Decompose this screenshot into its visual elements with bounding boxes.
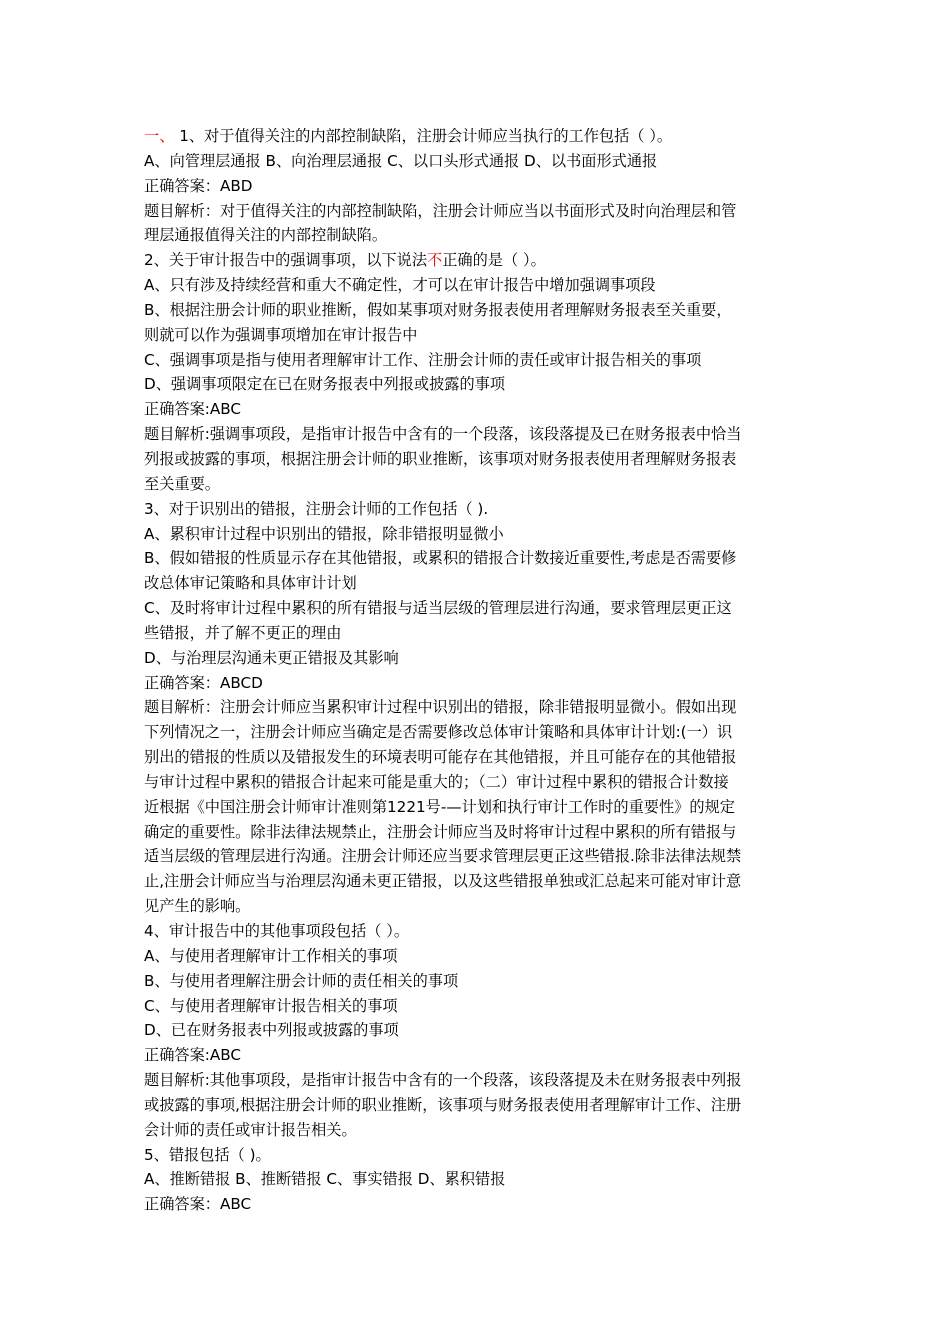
question-4-answer: 正确答案:ABC [144, 1046, 242, 1065]
question-4-option: A、与使用者理解审计工作相关的事项 [144, 946, 398, 965]
question-4-option: B、与使用者理解注册会计师的责任相关的事项 [144, 971, 459, 990]
question-5-answer: 正确答案：ABC [144, 1195, 252, 1214]
question-3-analysis-line: 下列情况之一，注册会计师应当确定是否需要修改总体审计策略和具体审计计划:(一）识 [144, 723, 733, 742]
question-2-option: B、根据注册会计师的职业推断，假如某事项对财务报表使用者理解财务报表至关重要， [144, 300, 732, 319]
question-4-analysis-line: 题目解析:其他事项段，是指审计报告中含有的一个段落，该段落提及未在财务报表中列报 [144, 1071, 742, 1090]
question-3-analysis-line: 见产生的影响。 [144, 897, 251, 916]
question-2-option: 则就可以作为强调事项增加在审计报告中 [144, 325, 418, 344]
question-1-options: A、向管理层通报 B、向治理层通报 C、以口头形式通报 D、以书面形式通报 [144, 151, 658, 170]
question-2-option: C、强调事项是指与使用者理解审计工作、注册会计师的责任或审计报告相关的事项 [144, 350, 702, 369]
question-2-answer: 正确答案:ABC [144, 400, 242, 419]
question-2-option: A、只有涉及持续经营和重大不确定性，才可以在审计报告中增加强调事项段 [144, 276, 656, 295]
question-3-analysis-line: 适当层级的管理层进行沟通。注册会计师还应当要求管理层更正这些错报.除非法律法规禁 [144, 847, 742, 866]
question-3-stem: 3、对于识别出的错报，注册会计师的工作包括（ ). [144, 499, 489, 518]
question-3-option: B、假如错报的性质显示存在其他错报，或累积的错报合计数接近重要性,考虑是否需要修 [144, 549, 737, 568]
question-3-option: 些错报，并了解不更正的理由 [144, 623, 342, 642]
emphasis-not: 不 [427, 251, 443, 270]
question-3-option: 改总体审记策略和具体审计计划 [144, 574, 357, 593]
question-2-stem: 2、关于审计报告中的强调事项，以下说法不正确的是（ ）。 [144, 251, 546, 270]
question-3-option: D、与治理层沟通未更正错报及其影响 [144, 648, 399, 667]
question-4-option: D、已在财务报表中列报或披露的事项 [144, 1021, 399, 1040]
question-2-analysis-line: 题目解析:强调事项段，是指审计报告中含有的一个段落，该段落提及已在财务报表中恰当 [144, 425, 742, 444]
question-4-stem: 4、审计报告中的其他事项段包括（ ）。 [144, 922, 410, 940]
question-5-options: A、推断错报 B、推断错报 C、事实错报 D、累积错报 [144, 1170, 506, 1189]
question-2-analysis-line: 至关重要。 [144, 474, 220, 493]
question-1-analysis-line: 理层通报值得关注的内部控制缺陷。 [144, 226, 387, 245]
question-5-stem: 5、错报包括（ )。 [144, 1145, 271, 1164]
question-3-analysis-line: 别出的错报的性质以及错报发生的环境表明可能存在其他错报，并且可能存在的其他错报 [144, 748, 737, 767]
section-number: 一、 [144, 127, 175, 145]
question-3-answer: 正确答案：ABCD [144, 673, 263, 692]
question-2-analysis-line: 列报或披露的事项，根据注册会计师的职业推断，该事项对财务报表使用者理解财务报表 [144, 449, 737, 468]
question-1-stem: 一、 1、对于值得关注的内部控制缺陷，注册会计师应当执行的工作包括（ ）。 [144, 127, 673, 145]
question-3-analysis-line: 近根据《中国注册会计师审计准则第1221号-—计划和执行审计工作时的重要性》的规定 [144, 797, 735, 816]
question-3-analysis-line: 题目解析：注册会计师应当累积审计过程中识别出的错报，除非错报明显微小。假如出现 [144, 698, 737, 717]
question-3-option: C、及时将审计过程中累积的所有错报与适当层级的管理层进行沟通，要求管理层更正这 [144, 599, 732, 618]
question-2-option: D、强调事项限定在已在财务报表中列报或披露的事项 [144, 375, 506, 394]
question-4-option: C、与使用者理解审计报告相关的事项 [144, 996, 398, 1015]
question-3-analysis-line: 止,注册会计师应当与治理层沟通未更正错报，以及这些错报单独或汇总起来可能对审计意 [144, 872, 742, 891]
question-1-answer: 正确答案：ABD [144, 176, 253, 195]
question-1-analysis-line: 题目解析：对于值得关注的内部控制缺陷，注册会计师应当以书面形式及时向治理层和管 [144, 201, 737, 220]
question-3-analysis-line: 与审计过程中累积的错报合计起来可能是重大的；（二）审计过程中累积的错报合计数接 [144, 772, 729, 791]
question-3-analysis-line: 确定的重要性。除非法律法规禁止，注册会计师应当及时将审计过程中累积的所有错报与 [144, 822, 737, 841]
question-4-analysis-line: 会计师的责任或审计报告相关。 [144, 1120, 357, 1139]
document-body [144, 124, 809, 1217]
question-4-analysis-line: 或披露的事项,根据注册会计师的职业推断，该事项与财务报表使用者理解审计工作、注册 [144, 1095, 742, 1114]
question-3-option: A、累积审计过程中识别出的错报，除非错报明显微小 [144, 524, 504, 543]
